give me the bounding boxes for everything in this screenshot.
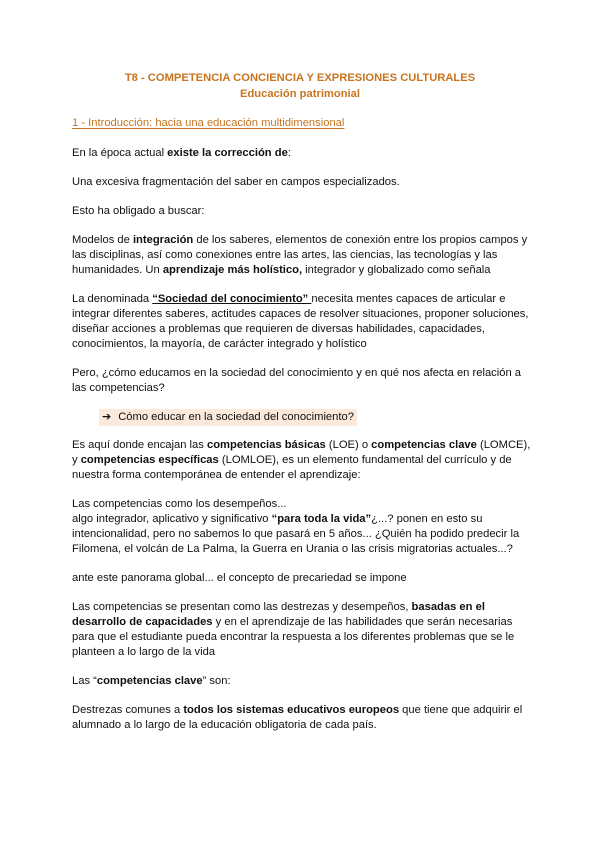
document-subtitle: Educación patrimonial <box>240 88 360 100</box>
paragraph-12-line: alumnado a lo largo de la educación obligatoria de cada país. <box>72 719 377 731</box>
paragraph-8-line: algo integrador, aplicativo y significativo “para toda la vida”¿...? ponen en esto su <box>72 513 483 525</box>
paragraph-8-line: Filomena, el volcán de La Palma, la Guerra en Urania o las crisis migratorias actuales...? <box>72 543 513 555</box>
paragraph-4-line: Modelos de integración de los saberes, elementos de conexión entre los propios campos y <box>72 234 528 246</box>
section-heading: 1 - Introducción: hacia una educación multidimensional <box>72 117 345 129</box>
sociedad-del-conocimiento-term: “Sociedad del conocimiento” <box>152 293 312 305</box>
highlighted-callout <box>99 409 357 426</box>
paragraph-10-line: desarrollo de capacidades y en el aprendizaje de las habilidades que serán necesarias <box>72 616 513 628</box>
paragraph-4-line: humanidades. Un aprendizaje más holístico, integrador y globalizado como señala <box>72 264 491 276</box>
paragraph-7-line: y competencias específicas (LOMLOE), es un elemento fundamental del currículo y de <box>72 454 512 466</box>
paragraph-8-line: intencionalidad, pero no sabemos lo que pasará en 5 años... ¿Quién ha podido predecir la <box>72 528 520 540</box>
paragraph-7-line: nuestra forma contemporánea de entender el aprendizaje: <box>72 469 361 481</box>
paragraph-10-line: planteen a lo largo de la vida <box>72 646 216 658</box>
paragraph-10-line: para que el estudiante pueda encontrar la respuesta a los diferentes problemas que se le <box>72 631 515 643</box>
callout-text: Cómo educar en la sociedad del conocimiento? <box>118 411 354 423</box>
paragraph-4-line: las disciplinas, así como conexiones entre las artes, las ciencias, las tecnologías y las <box>72 249 498 261</box>
paragraph-1: En la época actual existe la corrección de: <box>72 147 291 159</box>
paragraph-3: Esto ha obligado a buscar: <box>72 205 205 217</box>
paragraph-10-line: Las competencias se presentan como las destrezas y desempeños, basadas en el <box>72 601 485 613</box>
paragraph-5-line: diseñar acciones a problemas que requieren de diversas habilidades, capacidades, <box>72 323 485 335</box>
paragraph-5-line: integrar diferentes saberes, actitudes capaces de resolver situaciones, proponer soluciones, <box>72 308 529 320</box>
paragraph-5-line: conocimientos, la mayoría, de carácter integrado y holístico <box>72 338 367 350</box>
paragraph-6-line: Pero, ¿cómo educamos en la sociedad del conocimiento y en qué nos afecta en relación a <box>72 367 522 379</box>
paragraph-7-line: Es aquí donde encajan las competencias básicas (LOE) o competencias clave (LOMCE), <box>72 439 531 451</box>
paragraph-11: Las “competencias clave” son: <box>72 675 231 687</box>
paragraph-8-line: Las competencias como los desempeños... <box>72 498 287 510</box>
paragraph-12-line: Destrezas comunes a todos los sistemas educativos europeos que tiene que adquirir el <box>72 704 523 716</box>
document-title: T8 - COMPETENCIA CONCIENCIA Y EXPRESIONES CULTURALES <box>124 72 476 84</box>
paragraph-2: Una excesiva fragmentación del saber en campos especializados. <box>72 176 400 188</box>
paragraph-6-line: las competencias? <box>72 382 165 394</box>
paragraph-9: ante este panorama global... el concepto de precariedad se impone <box>72 572 407 584</box>
arrow-right-icon: ➔ <box>102 411 112 423</box>
paragraph-5-line: La denominada “Sociedad del conocimiento” necesita mentes capaces de articular e <box>72 293 506 305</box>
